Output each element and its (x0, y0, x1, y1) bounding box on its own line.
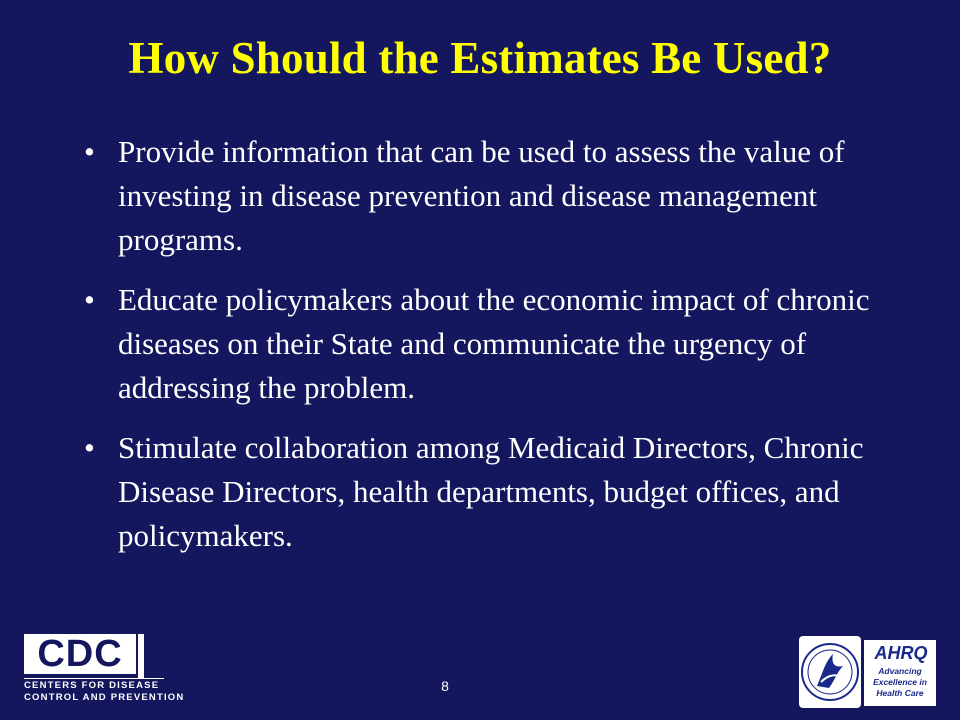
cdc-logo-letters: CDC (37, 633, 123, 675)
cdc-logo-stripe (138, 634, 144, 678)
bullet-item (84, 130, 874, 262)
bullet-text: Provide information that can be used to assess the value of investing in disease prevention and disease management programs. (118, 134, 845, 257)
cdc-logo-line1: CENTERS FOR DISEASE (24, 680, 160, 691)
bullet-glyph: • (84, 134, 95, 169)
ahrq-logo (864, 640, 936, 706)
page-number: 8 (441, 678, 449, 694)
bullet-list (84, 130, 874, 574)
bullet-text: Educate policymakers about the economic impact of chronic diseases on their State and communicate the urgency of addressing the problem. (118, 282, 870, 405)
cdc-logo-line2: CONTROL AND PREVENTION (24, 692, 185, 703)
hhs-eagle-seal-icon (799, 636, 861, 708)
cdc-logo-rule (24, 678, 164, 679)
bullet-glyph: • (84, 282, 95, 317)
bullet-text: Stimulate collaboration among Medicaid Directors, Chronic Disease Directors, health departments, budget offices, and policymakers. (118, 430, 864, 553)
ahrq-tagline-3: Health Care (876, 688, 924, 698)
bullet-item (84, 426, 874, 558)
ahrq-tagline-2: Excellence in (873, 677, 927, 687)
slide-title: How Should the Estimates Be Used? (128, 33, 832, 83)
ahrq-tagline-1: Advancing (878, 666, 922, 676)
bullet-item (84, 278, 874, 410)
ahrq-logo-word: AHRQ (874, 643, 928, 663)
bullet-glyph: • (84, 430, 95, 465)
cdc-logo (24, 633, 185, 706)
